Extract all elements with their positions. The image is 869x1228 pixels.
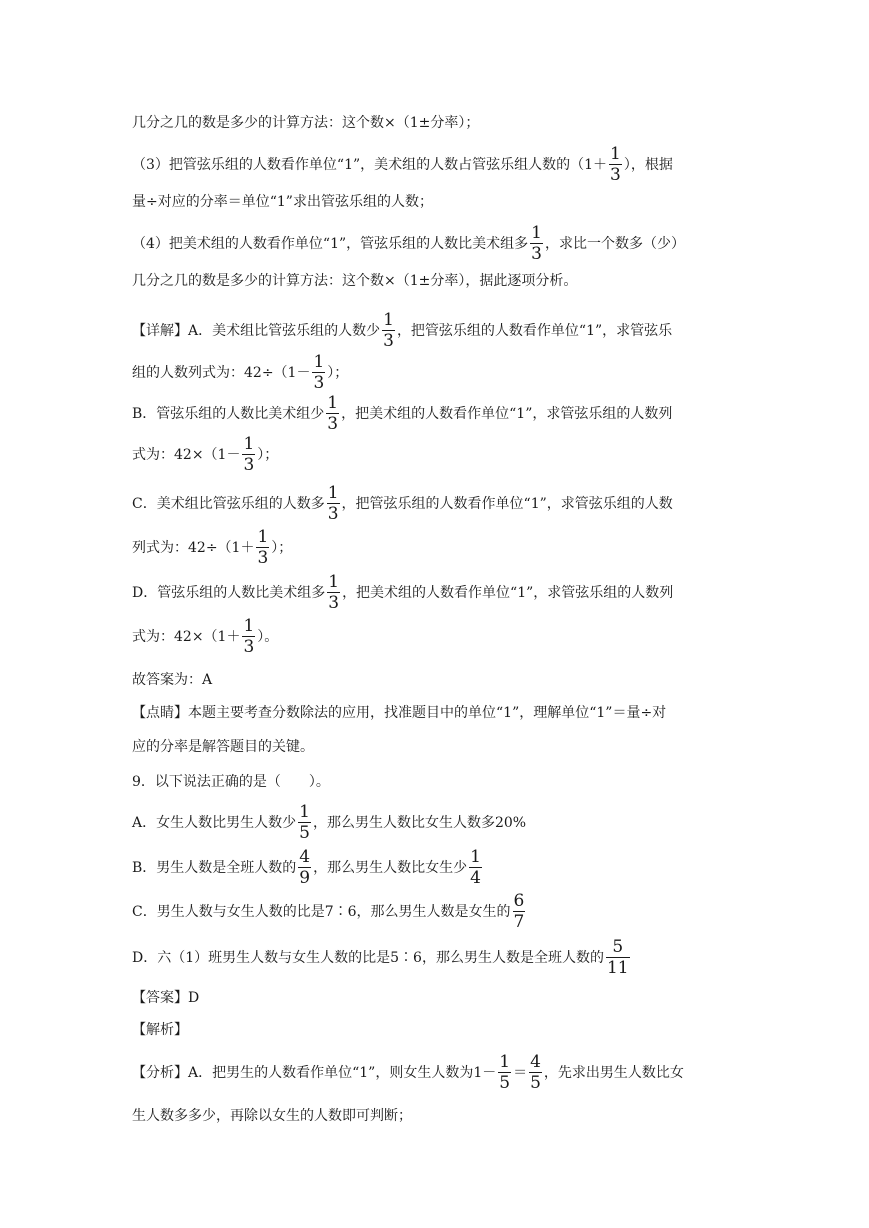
text-segment: A．女生人数比男生人数少	[132, 814, 297, 831]
fraction-denominator: 11	[606, 958, 629, 978]
text-segment: ，把管弦乐组的人数看作单位“1”，求管弦乐	[396, 322, 673, 339]
fraction-numerator: 6	[513, 891, 525, 911]
text-line: 应的分率是解答题目的关键。	[132, 739, 314, 755]
fraction-one-fifth	[298, 802, 311, 843]
text-segment: 式为：42×（1＋	[132, 628, 241, 645]
fraction-denominator: 3	[313, 373, 325, 393]
text-line	[132, 1052, 684, 1093]
fraction-one-third	[242, 434, 255, 475]
text-segment: ，求比一个数多（少）	[544, 235, 685, 252]
fraction-one-third	[327, 483, 340, 524]
text-segment: ，那么男生人数比女生人数多20%	[312, 814, 527, 831]
text-segment: （3）把管弦乐组的人数看作单位“1”，美术组的人数占管弦乐组人数的（1＋	[132, 156, 608, 173]
fraction-numerator: 5	[612, 937, 624, 957]
fraction-four-ninths	[298, 847, 311, 888]
fraction-denominator: 3	[327, 504, 339, 524]
text-segment: ）；	[327, 364, 349, 381]
option-a	[132, 802, 526, 843]
text-segment: B．男生人数是全班人数的	[132, 859, 297, 876]
text-segment: ，先求出男生人数比女	[543, 1064, 684, 1081]
text-segment: （4）把美术组的人数看作单位“1”，管弦乐组的人数比美术组多	[132, 235, 529, 252]
fraction-one-third	[256, 527, 269, 568]
fraction-denominator: 5	[530, 1073, 541, 1093]
text-segment: ＝	[513, 1064, 528, 1081]
fraction-four-fifths	[529, 1052, 542, 1093]
fraction-denominator: 3	[328, 593, 340, 613]
fraction-denominator: 3	[610, 165, 621, 185]
text-segment: D．六（1）班男生人数与女生人数的比是5∶6，那么男生人数是全班人数的	[132, 949, 604, 966]
fraction-numerator: 4	[530, 1052, 541, 1072]
text-line	[132, 434, 278, 475]
fraction-denominator: 3	[257, 548, 269, 568]
text-line	[132, 310, 672, 351]
fraction-numerator: 1	[610, 144, 621, 164]
text-segment: ）；	[271, 539, 293, 556]
text-segment: B．管弦乐组的人数比美术组少	[132, 405, 325, 422]
text-line: 量÷对应的分率＝单位“1”求出管弦乐组的人数；	[132, 194, 433, 210]
answer-label: 【答案】D	[132, 990, 200, 1006]
fraction-numerator: 1	[327, 483, 339, 503]
option-c	[132, 891, 527, 932]
text-line	[132, 223, 685, 264]
text-line	[132, 393, 672, 434]
fraction-six-sevenths	[513, 891, 526, 932]
text-line	[132, 144, 673, 185]
fraction-denominator: 3	[243, 637, 255, 657]
question-title: 9．以下说法正确的是（ ）。	[132, 774, 330, 790]
fraction-denominator: 5	[499, 1073, 511, 1093]
fraction-denominator: 9	[299, 868, 311, 888]
fraction-numerator: 1	[328, 572, 340, 592]
fraction-numerator: 1	[257, 527, 269, 547]
fraction-numerator: 1	[299, 802, 310, 822]
text-line	[132, 352, 348, 393]
text-line: 几分之几的数是多少的计算方法：这个数×（1±分率）；	[132, 115, 480, 131]
text-line	[132, 572, 673, 613]
fraction-numerator: 1	[383, 310, 394, 330]
fraction-one-third	[530, 223, 543, 264]
option-d	[132, 937, 632, 978]
fraction-one-third	[609, 144, 622, 185]
fraction-denominator: 3	[383, 331, 394, 351]
text-line: 几分之几的数是多少的计算方法：这个数×（1±分率），据此逐项分析。	[132, 273, 578, 289]
text-segment: ）；	[257, 446, 279, 463]
fraction-one-third	[312, 352, 325, 393]
text-segment: 【详解】A．美术组比管弦乐组的人数少	[132, 322, 381, 339]
text-segment: 列式为：42÷（1＋	[132, 539, 255, 556]
text-segment: ，把美术组的人数看作单位“1”，求管弦乐组的人数列	[342, 584, 674, 601]
fraction-one-third	[327, 572, 340, 613]
text-line	[132, 616, 278, 657]
text-segment: 式为：42×（1－	[132, 446, 241, 463]
text-line: 【点睛】本题主要考查分数除法的应用，找准题目中的单位“1”，理解单位“1”＝量÷对	[132, 705, 667, 721]
fraction-denominator: 7	[513, 912, 525, 932]
text-segment: 组的人数列式为：42÷（1－	[132, 364, 311, 381]
text-segment: ，把管弦乐组的人数看作单位“1”，求管弦乐组的人数	[341, 495, 673, 512]
fraction-one-third	[326, 393, 339, 434]
fraction-one-third	[242, 616, 255, 657]
fraction-one-fourth	[469, 847, 482, 888]
text-segment: C．美术组比管弦乐组的人数多	[132, 495, 325, 512]
text-segment: ），根据	[623, 156, 673, 173]
text-line: 生人数多多少，再除以女生的人数即可判断；	[132, 1108, 412, 1124]
option-b	[132, 847, 484, 888]
fraction-numerator: 1	[531, 223, 542, 243]
fraction-denominator: 3	[531, 244, 542, 264]
fraction-denominator: 3	[327, 414, 339, 434]
text-segment: ，那么男生人数比女生少	[313, 859, 468, 876]
text-segment: ，把美术组的人数看作单位“1”，求管弦乐组的人数列	[341, 405, 673, 422]
text-line	[132, 527, 292, 568]
text-segment: ）。	[257, 628, 279, 645]
text-segment: C．男生人数与女生人数的比是7∶6，那么男生人数是女生的	[132, 903, 511, 920]
text-segment: D．管弦乐组的人数比美术组多	[132, 584, 326, 601]
fraction-numerator: 1	[470, 847, 481, 867]
fraction-numerator: 1	[499, 1052, 511, 1072]
fraction-five-elevenths	[606, 937, 630, 978]
fraction-one-fifth	[498, 1052, 511, 1093]
fraction-denominator: 5	[299, 823, 310, 843]
text-segment: 【分析】A．把男生的人数看作单位“1”，则女生人数为1－	[132, 1064, 497, 1081]
text-line: 故答案为：A	[132, 672, 213, 688]
analysis-label: 【解析】	[132, 1022, 188, 1038]
fraction-numerator: 4	[299, 847, 311, 867]
fraction-numerator: 1	[243, 616, 255, 636]
fraction-numerator: 1	[243, 434, 255, 454]
fraction-numerator: 1	[313, 352, 325, 372]
fraction-denominator: 4	[470, 868, 481, 888]
fraction-one-third	[382, 310, 395, 351]
fraction-denominator: 3	[243, 455, 255, 475]
text-line	[132, 483, 673, 524]
fraction-numerator: 1	[327, 393, 339, 413]
